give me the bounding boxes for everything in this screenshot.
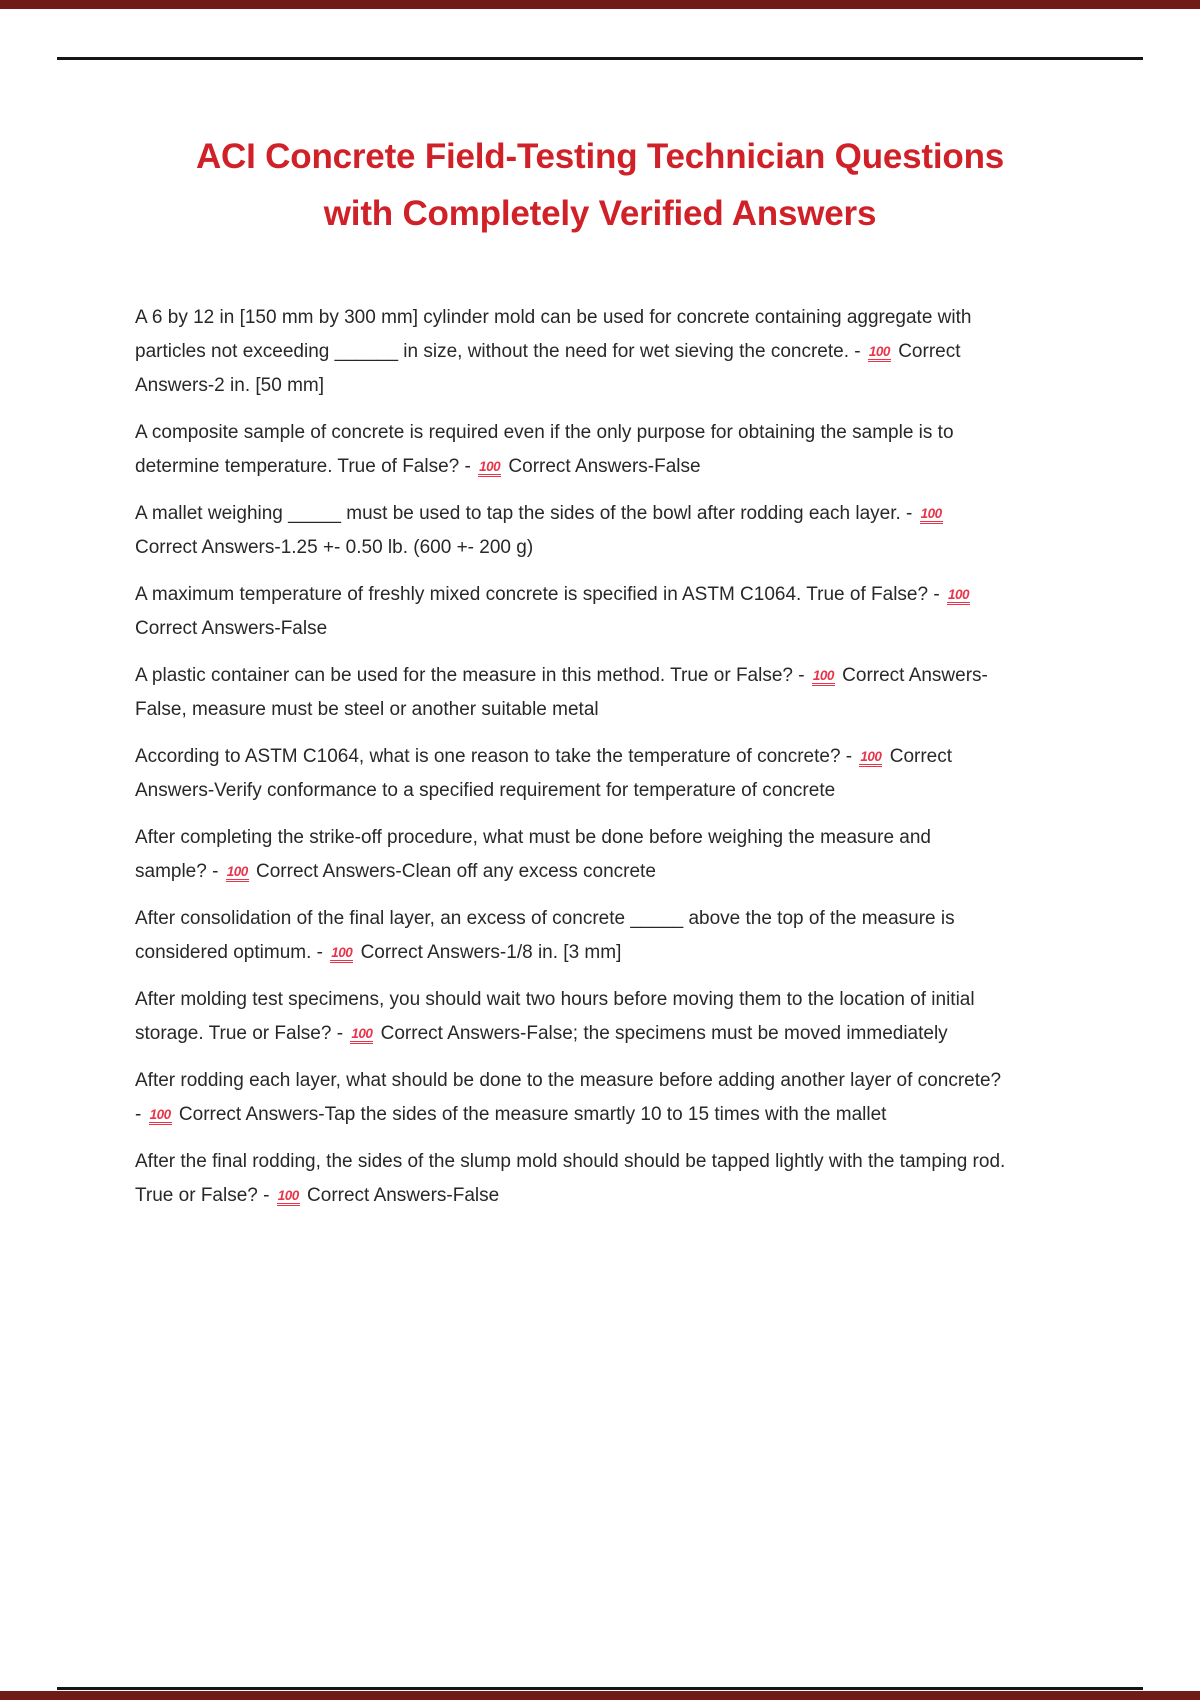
qa-body [135,301,1007,1226]
hundred-points-icon: 100 [920,507,943,524]
answer-text: Correct Answers-1/8 in. [3 mm] [360,942,622,963]
question-text: According to ASTM C1064, what is one reason to take the temperature of concrete? - [135,746,853,767]
hundred-points-icon: 100 [350,1027,373,1044]
qa-item [135,821,1007,889]
document-title [0,128,1200,242]
top-edge-bar [0,0,1200,9]
answer-text: Correct Answers-Clean off any excess concrete [256,861,656,882]
top-rule [57,57,1143,60]
qa-item [135,1064,1007,1132]
qa-item [135,301,1007,403]
answer-text: Correct Answers-1.25 +- 0.50 lb. (600 +- 200 g) [135,537,534,558]
bottom-edge-bar [0,1691,1200,1700]
answer-text: Correct Answers-False [135,618,328,639]
document-title-line-2: with Completely Verified Answers [323,194,877,233]
qa-item [135,659,1007,727]
qa-item [135,578,1007,646]
question-text: A mallet weighing _____ must be used to tap the sides of the bowl after rodding each layer. - [135,503,913,524]
qa-item [135,416,1007,484]
question-text: After rodding each layer, what should be done to the measure before adding another layer of concrete? - [135,1070,1002,1125]
hundred-points-icon: 100 [277,1189,300,1206]
hundred-points-icon: 100 [947,588,970,605]
qa-item [135,983,1007,1051]
question-text: A plastic container can be used for the measure in this method. True or False? - [135,665,805,686]
question-text: A maximum temperature of freshly mixed concrete is specified in ASTM C1064. True of False? - [135,584,940,605]
question-text: A 6 by 12 in [150 mm by 300 mm] cylinder mold can be used for concrete containing aggregate with particles not exceeding ______ in size, without the need for wet sieving the concrete. - [135,307,972,362]
answer-text: Correct Answers-False [508,456,701,477]
question-text: After consolidation of the final layer, an excess of concrete _____ above the top of the measure is considered optimum. - [135,908,955,963]
answer-text: Correct Answers-False; the specimens must be moved immediately [380,1023,948,1044]
hundred-points-icon: 100 [149,1108,172,1125]
qa-item [135,1145,1007,1213]
hundred-points-icon: 100 [478,460,501,477]
question-text: After completing the strike-off procedure, what must be done before weighing the measure and sample? - [135,827,931,882]
hundred-points-icon: 100 [868,345,891,362]
answer-text: Correct Answers-2 in. [50 mm] [135,341,961,396]
question-text: After molding test specimens, you should wait two hours before moving them to the location of initial storage. True or False? - [135,989,975,1044]
hundred-points-icon: 100 [812,669,835,686]
hundred-points-icon: 100 [330,946,353,963]
bottom-rule [57,1687,1143,1690]
question-text: After the final rodding, the sides of the slump mold should should be tapped lightly with the tamping rod. True or False? - [135,1151,1006,1206]
answer-text: Correct Answers-Tap the sides of the measure smartly 10 to 15 times with the mallet [178,1104,887,1125]
answer-text: Correct Answers-Verify conformance to a specified requirement for temperature of concrete [135,746,953,801]
hundred-points-icon: 100 [226,865,249,882]
qa-item [135,740,1007,808]
answer-text: Correct Answers-False [307,1185,500,1206]
qa-item [135,497,1007,565]
question-text: A composite sample of concrete is required even if the only purpose for obtaining the sample is to determine temperature. True of False? - [135,422,954,477]
hundred-points-icon: 100 [859,750,882,767]
qa-item [135,902,1007,970]
answer-text: Correct Answers-False, measure must be steel or another suitable metal [135,665,988,720]
document-title-line-1: ACI Concrete Field-Testing Technician Questions [195,137,1005,176]
